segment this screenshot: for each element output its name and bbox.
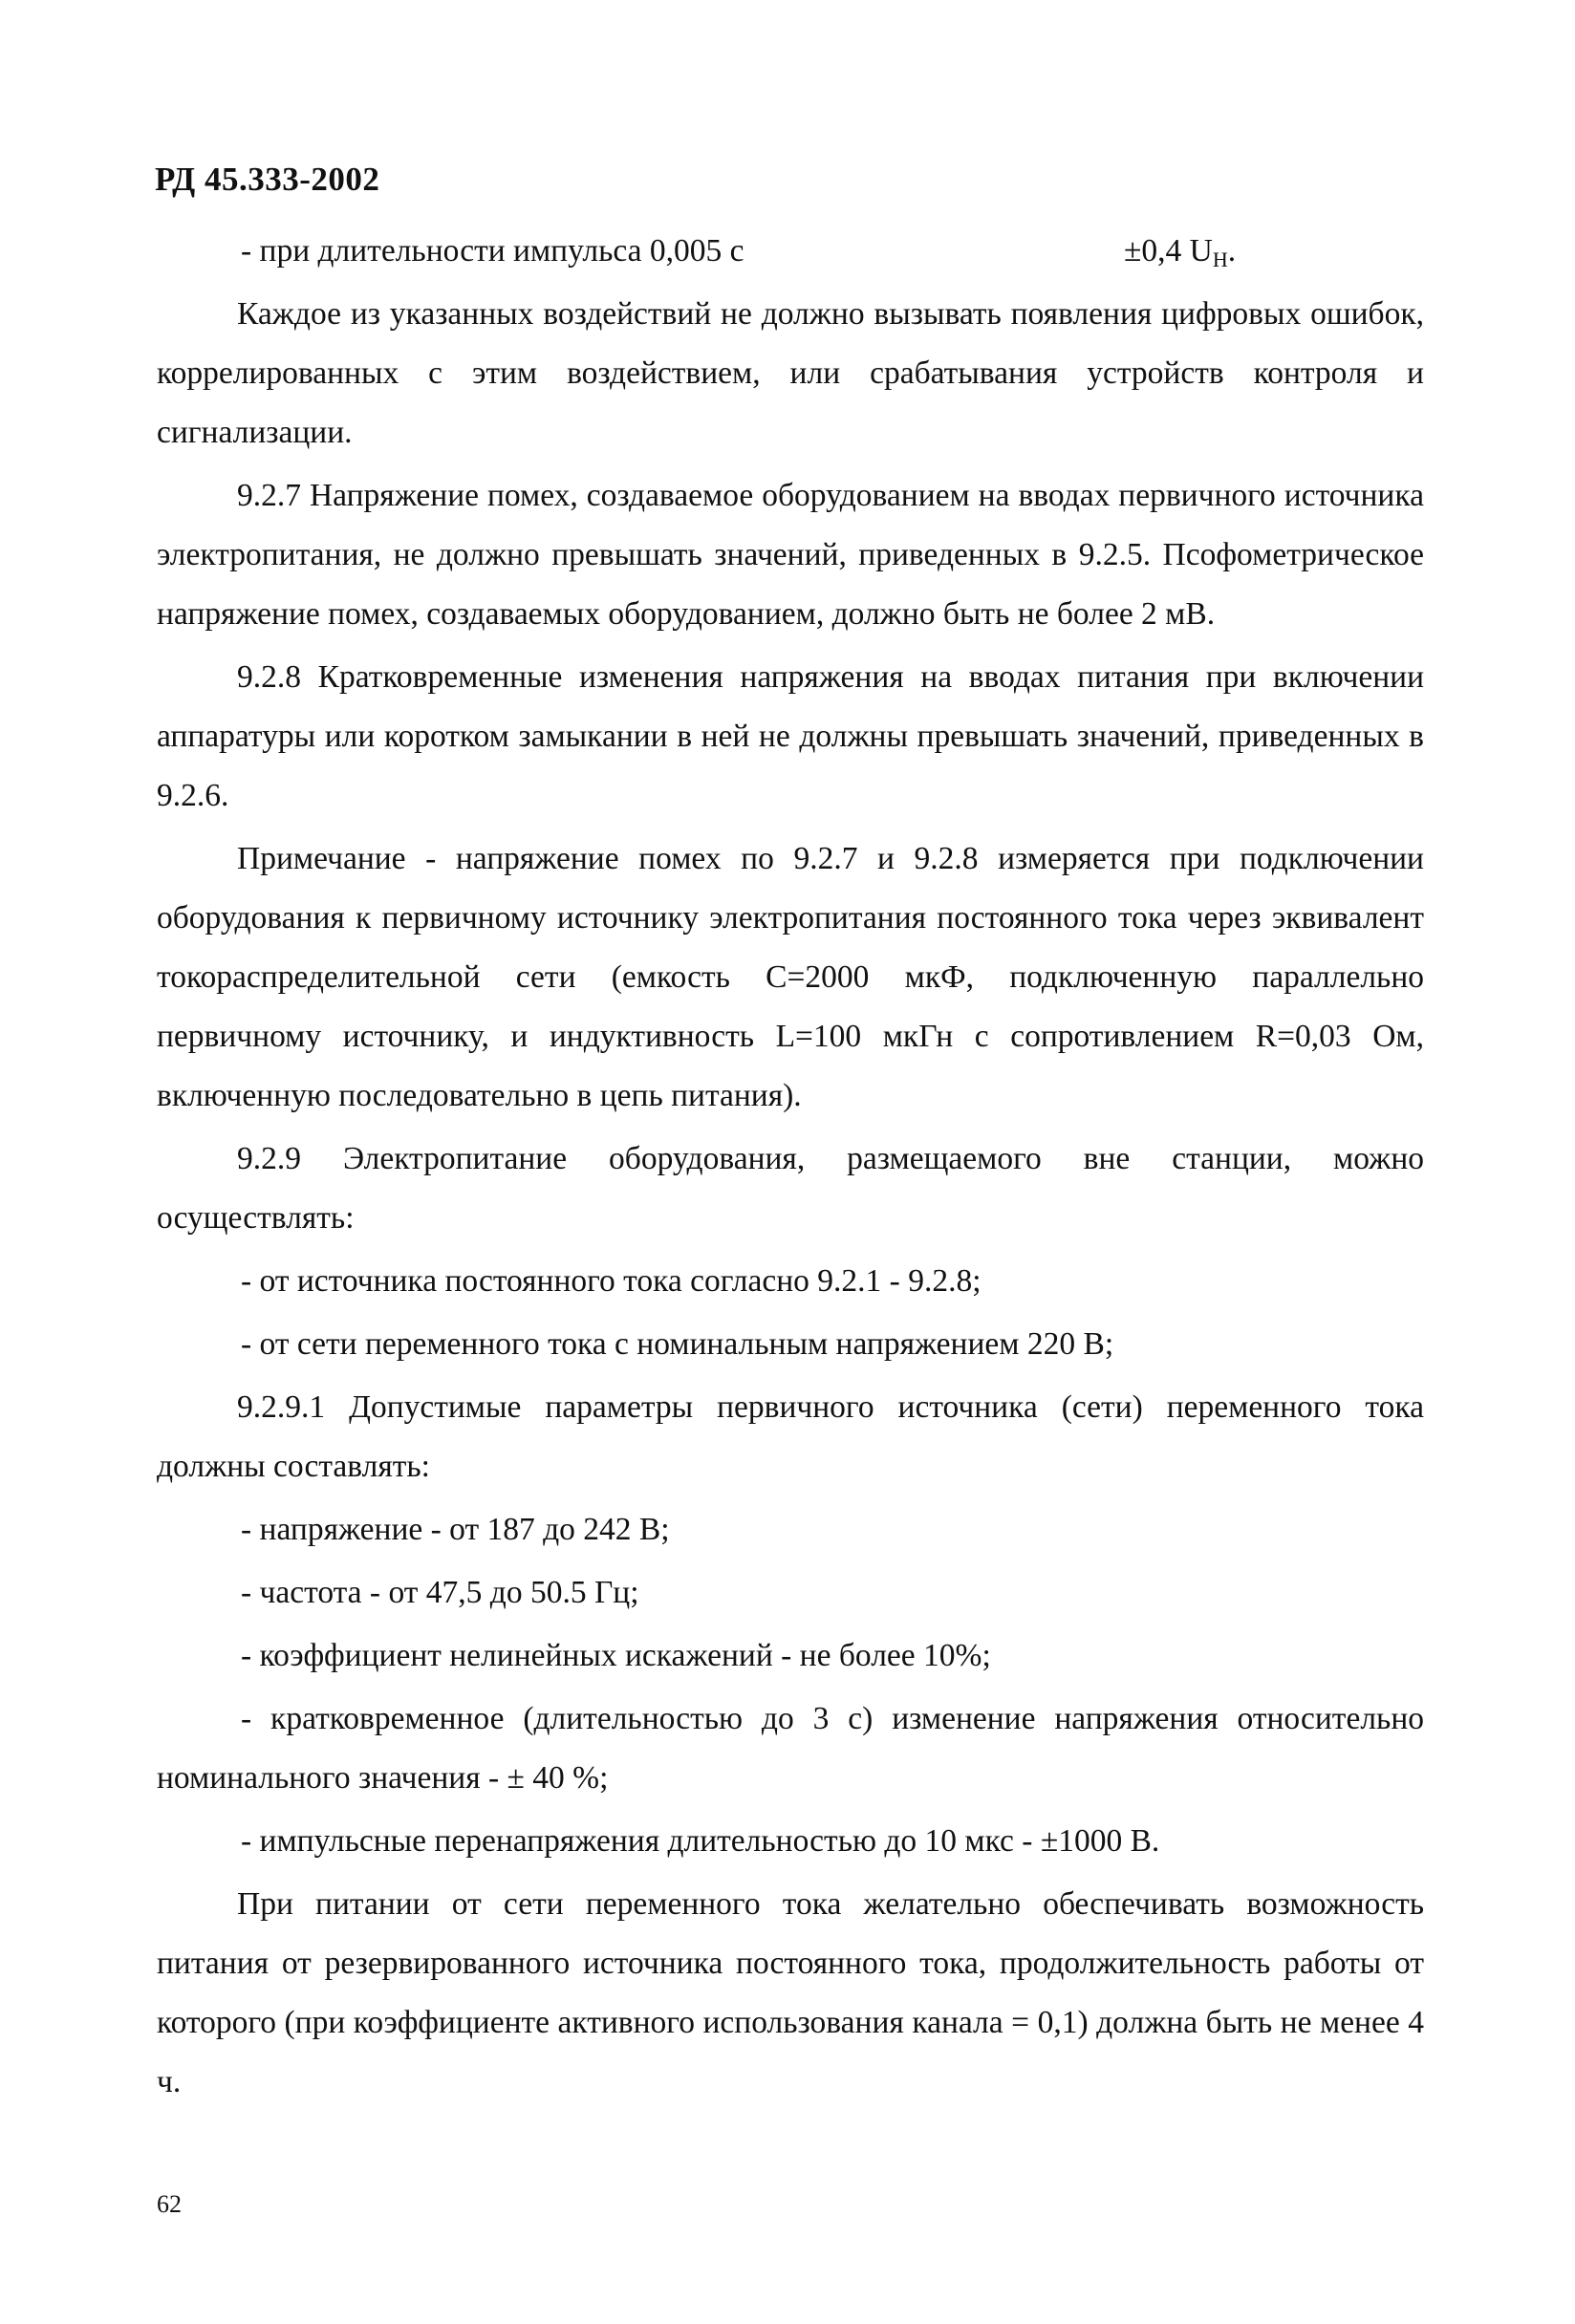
pulse-duration-value (1124, 222, 1236, 290)
pulse-duration-line (157, 222, 1424, 281)
pulse-value-end: . (1227, 233, 1237, 269)
pulse-duration-label: - при длительности импульса 0,005 с (241, 233, 744, 269)
paragraph-9-2-7: 9.2.7 Напряжение помех, создаваемое оборудованием на вводах первичного источника электропитания, не должно превышать значений, приведенных в 9.2.5. Псофометрическое напряжение помех, создаваемых оборудованием, должно быть не более 2 мВ. (157, 478, 1424, 632)
pulse-value-main: ±0,4 U (1124, 233, 1213, 269)
list-item-frequency: - частота - от 47,5 до 50.5 Гц; (241, 1575, 639, 1610)
list-item-distortion: - коэффициент нелинейных искажений - не более 10%; (241, 1638, 991, 1673)
document-code-header: РД 45.333-2002 (155, 161, 380, 198)
paragraph-9-2-9: 9.2.9 Электропитание оборудования, размещаемого вне станции, можно осуществлять: (157, 1141, 1424, 1236)
pulse-value-subscript: H (1212, 247, 1228, 271)
paragraph-9-2-9-1: 9.2.9.1 Допустимые параметры первичного источника (сети) переменного тока должны составлять: (157, 1389, 1424, 1484)
paragraph-effects: Каждое из указанных воздействий не должно вызывать появления цифровых ошибок, коррелированных с этим воздействием, или срабатывания устройств контроля и сигнализации. (157, 296, 1424, 450)
list-item-pulse-overvoltage: - импульсные перенапряжения длительностью до 10 мкс - ±1000 В. (241, 1823, 1160, 1859)
list-item-voltage: - напряжение - от 187 до 242 В; (241, 1512, 670, 1547)
list-item-dc-source: - от источника постоянного тока согласно 9.2.1 - 9.2.8; (241, 1263, 982, 1299)
note-paragraph: Примечание - напряжение помех по 9.2.7 и 9.2.8 измеряется при подключении оборудования к первичному источнику электропитания постоянного тока через эквивалент токораспределительной сети (емкость С=2000 мкФ, подключенную параллельно первичному источнику, и индуктивность L=100 мкГн с сопротивлением R=0,03 Ом, включенную последовательно в цепь питания). (157, 841, 1424, 1113)
list-item-short-term-change: - кратковременное (длительностью до 3 с) изменение напряжения относительно номинального значения - ± 40 %; (157, 1701, 1424, 1796)
paragraph-backup-power: При питании от сети переменного тока желательно обеспечивать возможность питания от резервированного источника постоянного тока, продолжительность работы от которого (при коэффициенте активного использования канала = 0,1) должна быть не менее 4 ч. (157, 1886, 1424, 2099)
paragraph-9-2-8: 9.2.8 Кратковременные изменения напряжения на вводах питания при включении аппаратуры или коротком замыкании в ней не должны превышать значений, приведенных в 9.2.6. (157, 659, 1424, 813)
list-item-ac-network: - от сети переменного тока с номинальным напряжением 220 В; (241, 1326, 1114, 1362)
page-number: 62 (157, 2190, 182, 2218)
document-body (157, 222, 1424, 2112)
